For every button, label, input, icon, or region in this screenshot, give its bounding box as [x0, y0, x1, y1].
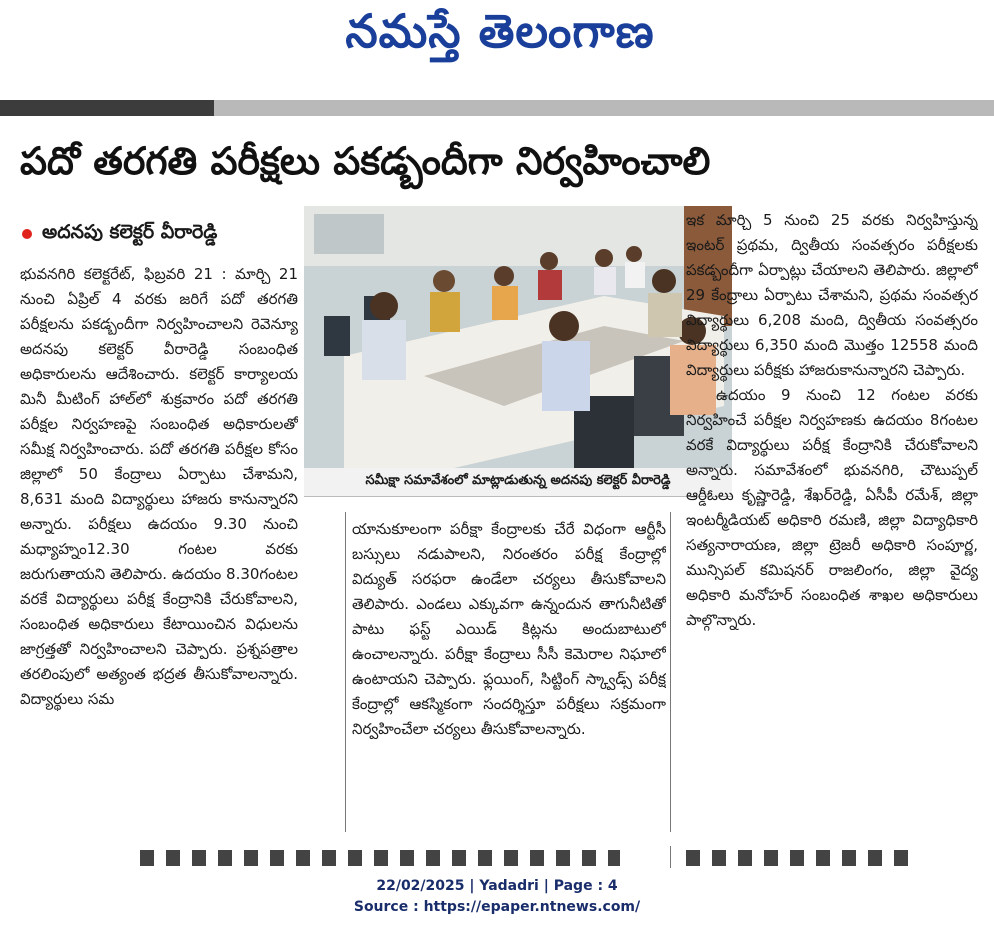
- paragraph: ఉదయం 9 నుంచి 12 గంటల వరకు నిర్వహించే పరీక్షల నిర్వహణకు ఉదయం 8గంటల వరకే విద్యార్థులు పరీక్ష కేంద్రానికి చేరుకోవాలని అన్నారు. సమావేశంలో భువనగిరి, చౌటుప్పల్ ఆర్డీఓలు కృష్ణారెడ్డి, శేఖర్‌రెడ్డి, ఏసీపీ రమేశ్, జిల్లా ఇంటర్మీడియట్ అధికారి రమణి, జిల్లా విద్యాధికారి సత్యనారాయణ, జిల్లా ట్రెజరీ అధికారి సంపూర్ణ, మున్సిపల్ కమిషనర్ రాజలింగం, జిల్లా వైద్య అధికారి మనోహర్ సంబంధిత శాఖల అధికారులు పాల్గొన్నారు.: [686, 386, 978, 629]
- byline-text: అదనపు కలెక్టర్ వీరారెడ్డి: [42, 220, 218, 243]
- article-column-2: [352, 517, 666, 827]
- edition-info: 22/02/2025 | Yadadri | Page : 4: [376, 878, 618, 894]
- photo-caption-text: సమీక్షా సమావేశంలో మాట్లాడుతున్న అదనపు కలెక్టర్ వీరారెడ్డి: [365, 473, 671, 488]
- bullet-icon: [22, 229, 32, 239]
- masthead: [0, 0, 994, 100]
- column-divider: [345, 512, 346, 832]
- meeting-photo-image: [304, 206, 732, 468]
- masthead-rule: [0, 100, 994, 116]
- column-divider: [670, 846, 671, 868]
- cropped-next-article-text: [140, 850, 620, 866]
- byline: [22, 218, 217, 250]
- column-divider: [670, 512, 671, 832]
- photo-caption: [304, 468, 732, 497]
- source-link[interactable]: Source : https://epaper.ntnews.com/: [353, 899, 641, 915]
- paragraph: ఇక మార్చి 5 నుంచి 25 వరకు నిర్వహిస్తున్న ఇంటర్ ప్రథమ, ద్వితీయ సంవత్సరం పరీక్షలకు పకడ్బందీగా ఏర్పాట్లు చేయాలని తెలిపారు. జిల్లాలో 29 కేంద్రాలు ఏర్పాటు చేశామని, ప్రథమ సంవత్సర విద్యార్థులు 6,208 మంది, ద్వితీయ సంవత్సరం విద్యార్థులు 6,350 మంది మొత్తం 12558 మంది విద్యార్థులు పరీక్షకు హాజరుకానున్నారని చెప్పారు.: [686, 211, 978, 379]
- paragraph: భువనగిరి కలెక్టరేట్, ఫిబ్రవరి 21 : మార్చి 21 నుంచి ఏప్రిల్ 4 వరకు జరిగే పదో తరగతి పరీక్షలను పకడ్బందీగా నిర్వహించాలని రెవెన్యూ అదనపు కలెక్టర్ వీరారెడ్డి సంబంధిత అధికారులను ఆదేశించారు. కలెక్టర్ కార్యాలయ మినీ మీటింగ్ హాల్‌లో శుక్రవారం పదో తరగతి పరీక్షల నిర్వహణపై సంబంధిత అధికారులతో సమీక్ష నిర్వహించారు. పదో తరగతి పరీక్షల కోసం జిల్లాలో 50 కేంద్రాలు ఏర్పాటు చేశామని, 8,631 మంది విద్యార్థులు హాజరు కానున్నారని అన్నారు. పరీక్షలు ఉదయం 9.30 నుంచి మధ్యాహ్నం12.30 గంటల వరకు జరుగుతాయని తెలిపారు. ఉదయం 8.30గంటల వరకే విద్యార్థులు పరీక్ష కేంద్రానికి చేరుకోవాలని, సంబంధిత అధికారులు కేటాయించిన విధులను జాగ్రత్తతో నిర్వహించాలని చెప్పారు. ప్రశ్నపత్రాల తరలింపులో అత్యంత భద్రత తీసుకోవాలన్నారు. విద్యార్థులు సమ: [20, 265, 298, 708]
- cropped-next-article-text: [686, 850, 916, 866]
- paragraph: యానుకూలంగా పరీక్షా కేంద్రాలకు చేరే విధంగా ఆర్టీసీ బస్సులు నడుపాలని, నిరంతరం పరీక్ష కేంద్రాల్లో విద్యుత్ సరఫరా ఉండేలా చర్యలు తీసుకోవాలని తెలిపారు. ఎండలు ఎక్కువగా ఉన్నందున తాగునీటితో పాటు ఫస్ట్ ఎయిడ్ కిట్లను అందుబాటులో ఉంచాలన్నారు. పరీక్షా కేంద్రాలు సీసీ కెమెరాల నిఘాలో ఉంటాయని చెప్పారు. ఫ్లయింగ్, సిట్టింగ్ స్క్వాడ్స్ పరీక్ష కేంద్రాల్లో ఆకస్మికంగా సందర్శిస్తూ పరీక్షలు సక్రమంగా నిర్వహించేలా చర్యలు తీసుకోవాలన్నారు.: [352, 520, 666, 738]
- article-headline: పదో తరగతి పరీక్షలు పకడ్బందీగా నిర్వహించాలి: [20, 139, 711, 183]
- page-footer: [0, 876, 994, 918]
- meeting-photo: [304, 206, 732, 468]
- article-column-3: [686, 208, 978, 828]
- newspaper-logo: నమస్తే తెలంగాణ: [345, 4, 655, 58]
- article-column-1: [20, 262, 298, 832]
